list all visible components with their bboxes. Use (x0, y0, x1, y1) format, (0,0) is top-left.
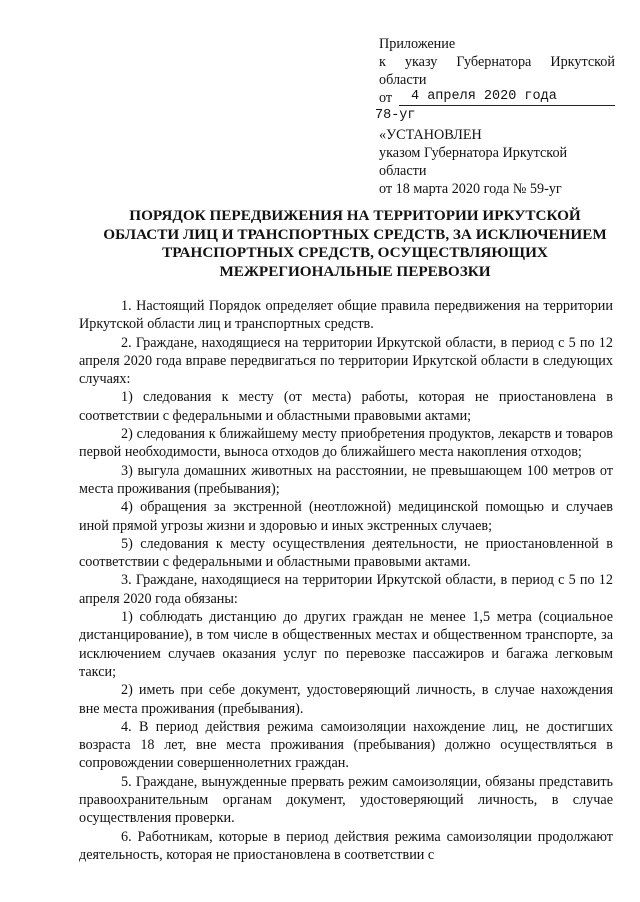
paragraph: 4. В период действия режима самоизоляции нахождение лиц, не достигших возраста 18 лет, вне места проживания (пребывания) должно осуществляться в сопровождении совершеннолетних граждан. (79, 718, 613, 772)
paragraph: 6. Работникам, которые в период действия режима самоизоляции продолжают деятельность, которая не приостановлена в соответствии с (79, 828, 613, 863)
approved-by: указом Губернатора Иркутской (379, 145, 568, 161)
paragraph: 2. Граждане, находящиеся на территории Иркутской области, в период с 5 по 12 апреля 2020 года вправе передвигаться по территории Иркутской области в следующих случаях: (79, 334, 613, 388)
header-word: к (379, 54, 386, 70)
paragraph: 5. Граждане, вынужденные прервать режим самоизоляции, обязаны представить правоохранительным органам документ, удостоверяющий личность, в случае осуществления проверки. (79, 773, 613, 827)
document-body (79, 297, 613, 864)
approved-label: «УСТАНОВЛЕН (379, 127, 482, 143)
approved-region: области (379, 163, 427, 179)
paragraph: 2) следования к ближайшему месту приобретения продуктов, лекарств и товаров первой необходимости, выноса отходов до ближайшего места накопления отходов; (79, 426, 613, 461)
decree-date: 4 апреля 2020 года (411, 89, 557, 104)
date-prefix: от (379, 90, 393, 106)
decree-reference (379, 53, 615, 71)
approved-date: от 18 марта 2020 года № 59-уг (379, 181, 562, 197)
document-title: ПОРЯДОК ПЕРЕДВИЖЕНИЯ НА ТЕРРИТОРИИ ИРКУТСКОЙ ОБЛАСТИ ЛИЦ И ТРАНСПОРТНЫХ СРЕДСТВ, ЗА ИСКЛЮЧЕНИЕМ ТРАНСПОРТНЫХ СРЕДСТВ, ОСУЩЕСТВЛЯЮЩИХ МЕЖРЕГИОНАЛЬНЫЕ ПЕРЕВОЗКИ (103, 207, 607, 280)
header-word: указу (404, 54, 438, 70)
paragraph: 1) следования к месту (от места) работы, которая не приостановлена в соответствии с федеральными и областными правовыми актами; (79, 389, 613, 424)
paragraph: 4) обращения за экстренной (неотложной) медицинской помощью и случаев иной прямой угрозы жизни и здоровью и иных экстренных случаев; (79, 499, 613, 534)
paragraph: 5) следования к месту осуществления деятельности, не приостановленной в соответствии с федеральными и областными правовыми актами. (79, 535, 613, 571)
paragraph: 1. Настоящий Порядок определяет общие правила передвижения на территории Иркутской области лиц и транспортных средств. (79, 298, 613, 333)
paragraph: 2) иметь при себе документ, удостоверяющий личность, в случае нахождения вне места проживания (пребывания). (79, 682, 613, 717)
appendix-label: Приложение (379, 36, 456, 52)
appendix-header (375, 35, 615, 198)
approval-block (379, 126, 615, 198)
header-word: Иркутской (550, 54, 615, 70)
decree-date-line (379, 89, 615, 107)
region-label: области (379, 72, 427, 88)
decree-number: 78-уг (375, 108, 416, 123)
paragraph: 3) выгула домашних животных на расстоянии, не превышающем 100 метров от места проживания (пребывания); (79, 462, 613, 497)
header-word: Губернатора (456, 54, 532, 70)
paragraph: 1) соблюдать дистанцию до других граждан не менее 1,5 метра (социальное дистанцирование), в том числе в общественных местах и общественном транспорте, за исключением случаев оказания услуг по перевозке пассажиров и багажа легковым такси; (79, 609, 613, 680)
paragraph: 3. Граждане, находящиеся на территории Иркутской области, в период с 5 по 12 апреля 2020 года обязаны: (79, 572, 613, 607)
